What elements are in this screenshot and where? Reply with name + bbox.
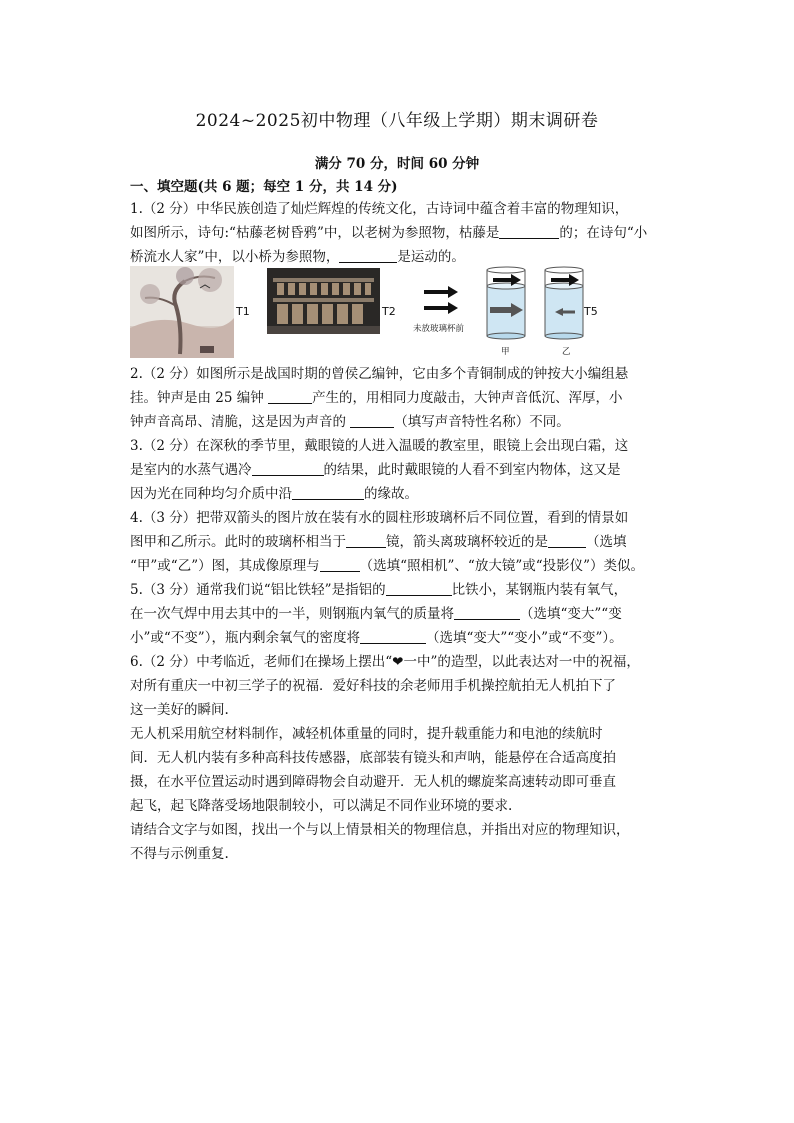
q5-blank3[interactable] [360, 629, 426, 644]
q4-blank1[interactable] [346, 533, 386, 548]
t2-bells-image [267, 268, 380, 334]
q1-blank1[interactable] [499, 224, 559, 239]
q1-line3: 桥流水人家”中，以小桥为参照物， 是运动的。 [130, 249, 465, 265]
q1-blank2[interactable] [339, 248, 397, 263]
q2-line3: 钟声音高昂、清脆，这是因为声音的 （填写声音特性名称）不同。 [130, 414, 570, 430]
exam-subtitle: 满分 70 分，时间 60 分钟 [314, 156, 480, 172]
q3-line2: 是室内的水蒸气遇冷 的结果，此时戴眼镜的人看不到室内物体，这又是 [130, 462, 621, 478]
q4-blank3[interactable] [320, 557, 360, 572]
q3-line3: 因为光在同种均匀介质中沿 的缘故。 [130, 486, 418, 502]
t1-label: T1 [236, 305, 250, 318]
q1-line2: 如图所示，诗句:“枯藤老树昏鸦”中，以老树为参照物，枯藤是 的；在诗句“小 [130, 225, 648, 241]
yi-label: 乙 [562, 347, 571, 357]
q6-line5: 间．无人机内装有多种高科技传感器，底部装有镜头和声呐，能悬停在合适高度拍 [130, 750, 616, 766]
q6-line8: 请结合文字与如图，找出一个与以上情景相关的物理信息，并指出对应的物理知识， [130, 822, 630, 838]
q3-line1: 3.（2 分）在深秋的季节里，戴眼镜的人进入温暖的教室里，眼镜上会出现白霜，这 [130, 438, 629, 454]
q5-blank1[interactable] [386, 581, 452, 596]
q6-line9: 不得与示例重复. [130, 846, 229, 862]
q4-line1: 4.（3 分）把带双箭头的图片放在装有水的圆柱形玻璃杯后不同位置，看到的情景如 [130, 510, 629, 526]
q2-blank1[interactable] [268, 389, 312, 404]
q4-line3: “甲”或“乙”）图，其成像原理与 （选填“照相机”、“放大镜”或“投影仪”）类似。 [130, 558, 645, 574]
double-arrow-image [420, 284, 460, 318]
t1-painting-image [130, 266, 234, 358]
q4-line2: 图甲和乙所示。此时的玻璃杯相当于 镜，箭头离玻璃杯较近的是 （选填 [130, 534, 627, 550]
q6-line3: 这一美好的瞬间. [130, 702, 229, 718]
q6-line6: 摄，在水平位置运动时遇到障碍物会自动避开．无人机的螺旋桨高速转动即可垂直 [130, 774, 616, 790]
q5-blank2[interactable] [454, 605, 520, 620]
t5-label: T5 [584, 305, 598, 318]
q5-line2: 在一次气焊中用去其中的一半，则钢瓶内氧气的质量将 （选填“变大”“变 [130, 606, 622, 622]
q6-line2: 对所有重庆一中初三学子的祝福．爱好科技的余老师用手机操控航拍无人机拍下了 [130, 678, 616, 694]
glass-yi-image [543, 266, 585, 342]
exam-title: 2024~2025初中物理（八年级上学期）期末调研卷 [195, 111, 599, 131]
q6-line1: 6.（2 分）中考临近，老师们在操场上摆出“❤一中”的造型，以此表达对一中的祝福， [130, 654, 640, 670]
glass-jia-image [485, 266, 527, 342]
q3-blank1[interactable] [252, 461, 324, 476]
q5-line1: 5.（3 分）通常我们说“铝比铁轻”是指铝的 比铁小，某钢瓶内装有氧气， [130, 582, 628, 598]
before-caption: 未放玻璃杯前 [413, 324, 465, 334]
q6-line7: 起飞，起飞降落受场地限制较小，可以满足不同作业环境的要求. [130, 798, 513, 814]
q2-blank2[interactable] [350, 413, 394, 428]
q4-blank2[interactable] [548, 533, 586, 548]
q2-line2: 挂。钟声是由 25 编钟 产生的，用相同力度敲击，大钟声音低沉、浑厚，小 [130, 390, 623, 406]
q5-line3: 小”或“不变”），瓶内剩余氧气的密度将 （选填“变大”“变小”或“不变”）。 [130, 630, 623, 646]
t2-label: T2 [382, 305, 396, 318]
q1-line1: 1.（2 分）中华民族创造了灿烂辉煌的传统文化，古诗词中蕴含着丰富的物理知识， [130, 201, 629, 217]
q3-blank2[interactable] [292, 485, 364, 500]
jia-label: 甲 [501, 347, 510, 357]
q6-line4: 无人机采用航空材料制作，减轻机体重量的同时，提升载重能力和电池的续航时 [130, 726, 603, 742]
section-heading: 一、填空题(共 6 题；每空 1 分，共 14 分) [130, 179, 398, 195]
q2-line1: 2.（2 分）如图所示是战国时期的曾侯乙编钟，它由多个青铜制成的钟按大小编组悬 [130, 366, 629, 382]
